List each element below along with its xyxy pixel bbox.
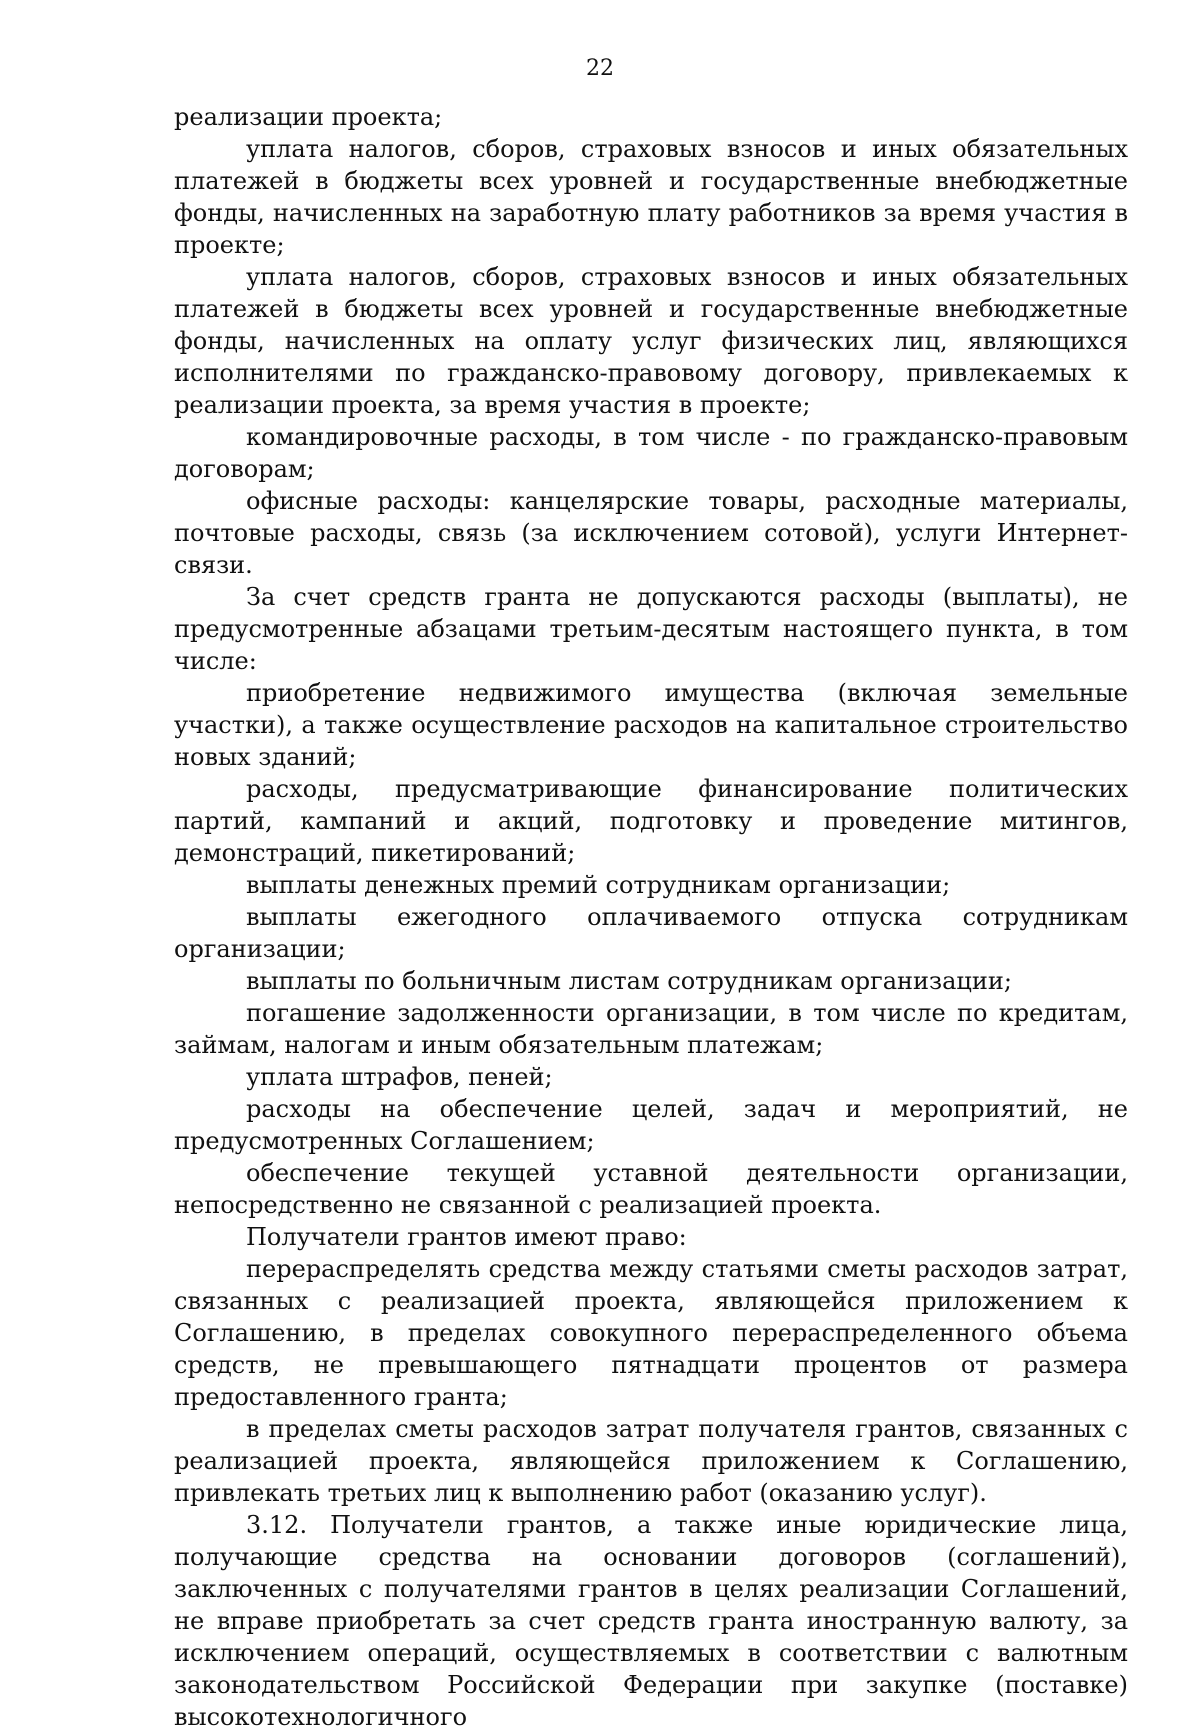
paragraph: выплаты ежегодного оплачиваемого отпуска сотрудникам организации; (174, 903, 1128, 963)
document-body (174, 101, 1128, 1733)
paragraph: обеспечение текущей уставной деятельности организации, непосредственно не связанной с реализацией проекта. (174, 1159, 1128, 1219)
paragraph: выплаты по больничным листам сотрудникам организации; (246, 967, 1012, 995)
paragraph: уплата налогов, сборов, страховых взносов и иных обязательных платежей в бюджеты всех уровней и государственные внебюджетные фонды, начисленных на заработную плату работников за время участия в проекте; (174, 135, 1128, 259)
paragraph: реализации проекта; (174, 103, 443, 131)
paragraph: погашение задолженности организации, в том числе по кредитам, займам, налогам и иным обязательным платежам; (174, 999, 1128, 1059)
paragraph: 3.12. Получатели грантов, а также иные юридические лица, получающие средства на основании договоров (соглашений), заключенных с получателями грантов в целях реализации Соглашений, не вправе приобретать за счет средств гранта иностранную валюту, за исключением операций, осуществляемых в соответствии с валютным законодательством Российской Федерации при закупке (поставке) высокотехнологичного (174, 1511, 1128, 1731)
paragraph: перераспределять средства между статьями сметы расходов затрат, связанных с реализацией проекта, являющейся приложением к Соглашению, в пределах совокупного перераспределенного объема средств, не превышающего пятнадцати процентов от размера предоставленного гранта; (174, 1255, 1128, 1411)
paragraph: офисные расходы: канцелярские товары, расходные материалы, почтовые расходы, связь (за исключением сотовой), услуги Интернет-связи. (174, 487, 1128, 579)
paragraph: командировочные расходы, в том числе - по гражданско-правовым договорам; (174, 423, 1128, 483)
paragraph: приобретение недвижимого имущества (включая земельные участки), а также осуществление расходов на капитальное строительство новых зданий; (174, 679, 1128, 771)
paragraph: выплаты денежных премий сотрудникам организации; (246, 871, 951, 899)
paragraph: За счет средств гранта не допускаются расходы (выплаты), не предусмотренные абзацами третьим-десятым настоящего пункта, в том числе: (174, 583, 1128, 675)
paragraph: уплата налогов, сборов, страховых взносов и иных обязательных платежей в бюджеты всех уровней и государственные внебюджетные фонды, начисленных на оплату услуг физических лиц, являющихся исполнителями по гражданско-правовому договору, привлекаемых к реализации проекта, за время участия в проекте; (174, 263, 1128, 419)
paragraph: Получатели грантов имеют право: (246, 1223, 687, 1251)
paragraph: уплата штрафов, пеней; (246, 1063, 553, 1091)
paragraph: расходы на обеспечение целей, задач и мероприятий, не предусмотренных Соглашением; (174, 1095, 1128, 1155)
page-number: 22 (586, 56, 614, 81)
paragraph: расходы, предусматривающие финансирование политических партий, кампаний и акций, подготовку и проведение митингов, демонстраций, пикетирований; (174, 775, 1128, 867)
paragraph: в пределах сметы расходов затрат получателя грантов, связанных с реализацией проекта, являющейся приложением к Соглашению, привлекать третьих лиц к выполнению работ (оказанию услуг). (174, 1415, 1128, 1507)
